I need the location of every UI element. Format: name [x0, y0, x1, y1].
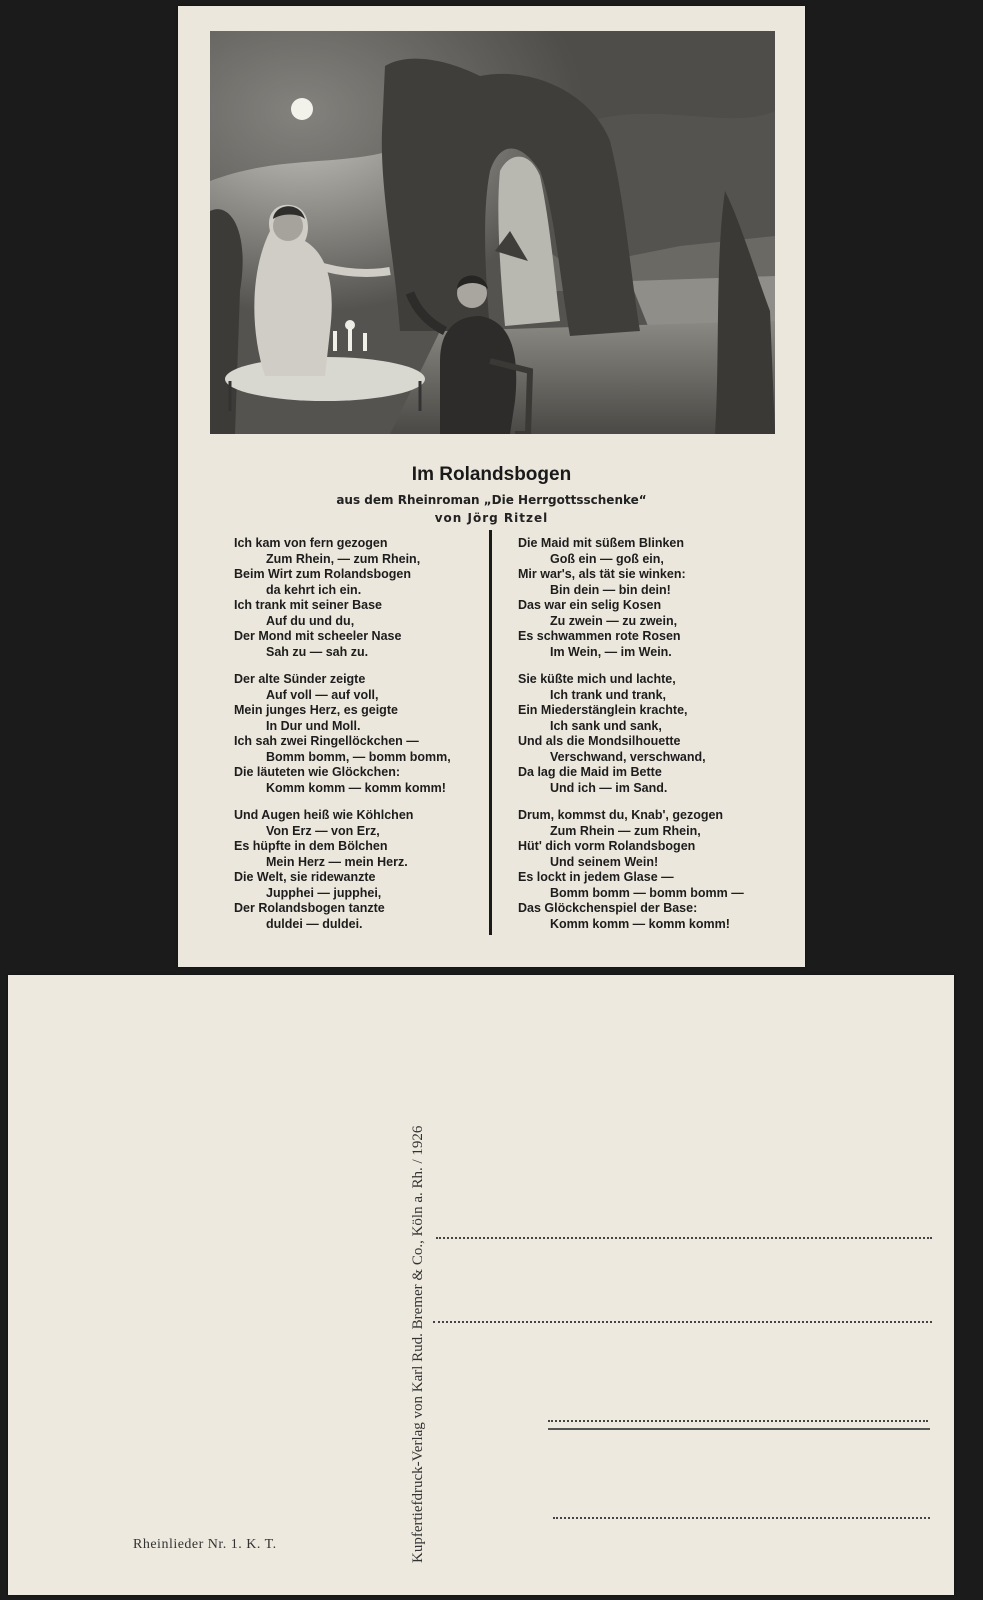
poem-line: Im Wein, — im Wein.	[550, 644, 672, 659]
postcard-back	[8, 975, 954, 1595]
poem-line: Zum Rhein, — zum Rhein,	[266, 551, 421, 566]
poem-line: Ich sah zwei Ringellöckchen —	[234, 734, 419, 748]
address-line	[436, 1237, 932, 1239]
poem-line: Komm komm — komm komm!	[550, 916, 730, 931]
poem-line: Die läuteten wie Glöckchen:	[234, 765, 401, 779]
poem-line: Ich trank mit seiner Base	[234, 598, 382, 612]
poem-line: Ich trank und trank,	[550, 687, 666, 702]
poem-line: Und ich — im Sand.	[550, 780, 668, 795]
address-underline	[548, 1428, 930, 1430]
poem-line: Und als die Mondsilhouette	[518, 734, 681, 748]
poem-line: Bin dein — bin dein!	[550, 582, 671, 597]
poem-line: Das war ein selig Kosen	[518, 598, 662, 612]
poem-source: aus dem Rheinroman „Die Herrgottsschenke“	[336, 493, 647, 507]
poem-line: Der Rolandsbogen tanzte	[234, 901, 385, 915]
poem-line: Der Mond mit scheeler Nase	[234, 629, 402, 643]
illustration-drawing	[210, 31, 775, 434]
poem-line: Bomm bomm, — bomm bomm,	[266, 749, 451, 764]
poem-line: Und Augen heiß wie Köhlchen	[234, 808, 414, 822]
poem-line: Es schwammen rote Rosen	[518, 629, 681, 643]
poem-line: Ein Miederstänglein krachte,	[518, 703, 688, 717]
postcard-front	[178, 6, 805, 967]
poem-line: Mein junges Herz, es geigte	[234, 703, 398, 717]
stanza	[518, 536, 808, 660]
poem-line: Bomm bomm — bomm bomm —	[550, 885, 744, 900]
poem-line: Goß ein — goß ein,	[550, 551, 664, 566]
poem-line: Und seinem Wein!	[550, 854, 659, 869]
poem-line: Auf voll — auf voll,	[266, 687, 379, 702]
poem-line: Sah zu — sah zu.	[266, 644, 369, 659]
stanza	[518, 672, 808, 796]
poem-line: Zum Rhein — zum Rhein,	[550, 823, 701, 838]
poem-line: In Dur und Moll.	[266, 718, 361, 733]
poem-line: Die Maid mit süßem Blinken	[518, 536, 685, 550]
poem-author: von Jörg Ritzel	[434, 511, 549, 525]
poem-line: Es hüpfte in dem Bölchen	[234, 839, 388, 853]
poem-line: Die Welt, sie ridewanzte	[234, 870, 376, 884]
stanza	[234, 672, 524, 796]
poem-line: da kehrt ich ein.	[266, 582, 362, 597]
stanza	[518, 808, 808, 932]
poem-line: Hüt' dich vorm Rolandsbogen	[518, 839, 696, 853]
poem-line: Auf du und du,	[266, 613, 355, 628]
poem-line: duldei — duldei.	[266, 916, 363, 931]
poem-line: Zu zwein — zu zwein,	[550, 613, 678, 628]
poem-line: Ich kam von fern gezogen	[234, 536, 388, 550]
address-line	[553, 1517, 930, 1519]
poem-line: Mein Herz — mein Herz.	[266, 854, 408, 869]
poem-line: Ich sank und sank,	[550, 718, 662, 733]
stanza	[234, 536, 524, 660]
address-line	[548, 1420, 928, 1422]
poem-line: Von Erz — von Erz,	[266, 823, 380, 838]
stanza	[234, 808, 524, 932]
poem-column-right	[518, 536, 808, 944]
poem-line: Komm komm — komm komm!	[266, 780, 446, 795]
poem-line: Das Glöckchenspiel der Base:	[518, 901, 698, 915]
poem-column-left	[234, 536, 524, 944]
poem-line: Drum, kommst du, Knab', gezogen	[518, 808, 724, 822]
poem-line: Der alte Sünder zeigte	[234, 672, 366, 686]
poem-line: Mir war's, als tät sie winken:	[518, 567, 686, 581]
poem-title: Im Rolandsbogen	[411, 464, 572, 485]
series-label: Rheinlieder Nr. 1. K. T.	[133, 1537, 277, 1552]
poem-line: Es lockt in jedem Glase —	[518, 870, 674, 884]
poem-line: Jupphei — jupphei,	[266, 885, 382, 900]
poem-line: Da lag die Maid im Bette	[518, 765, 662, 779]
poem-line: Sie küßte mich und lachte,	[518, 672, 676, 686]
address-line	[433, 1321, 932, 1323]
illustration-couple-at-ruin	[210, 31, 775, 434]
poem-line: Beim Wirt zum Rolandsbogen	[234, 567, 411, 581]
poem-line: Verschwand, verschwand,	[550, 749, 706, 764]
publisher-imprint: Kupfertiefdruck-Verlag von Karl Rud. Bremer & Co., Köln a. Rh. / 1926	[410, 1125, 426, 1563]
